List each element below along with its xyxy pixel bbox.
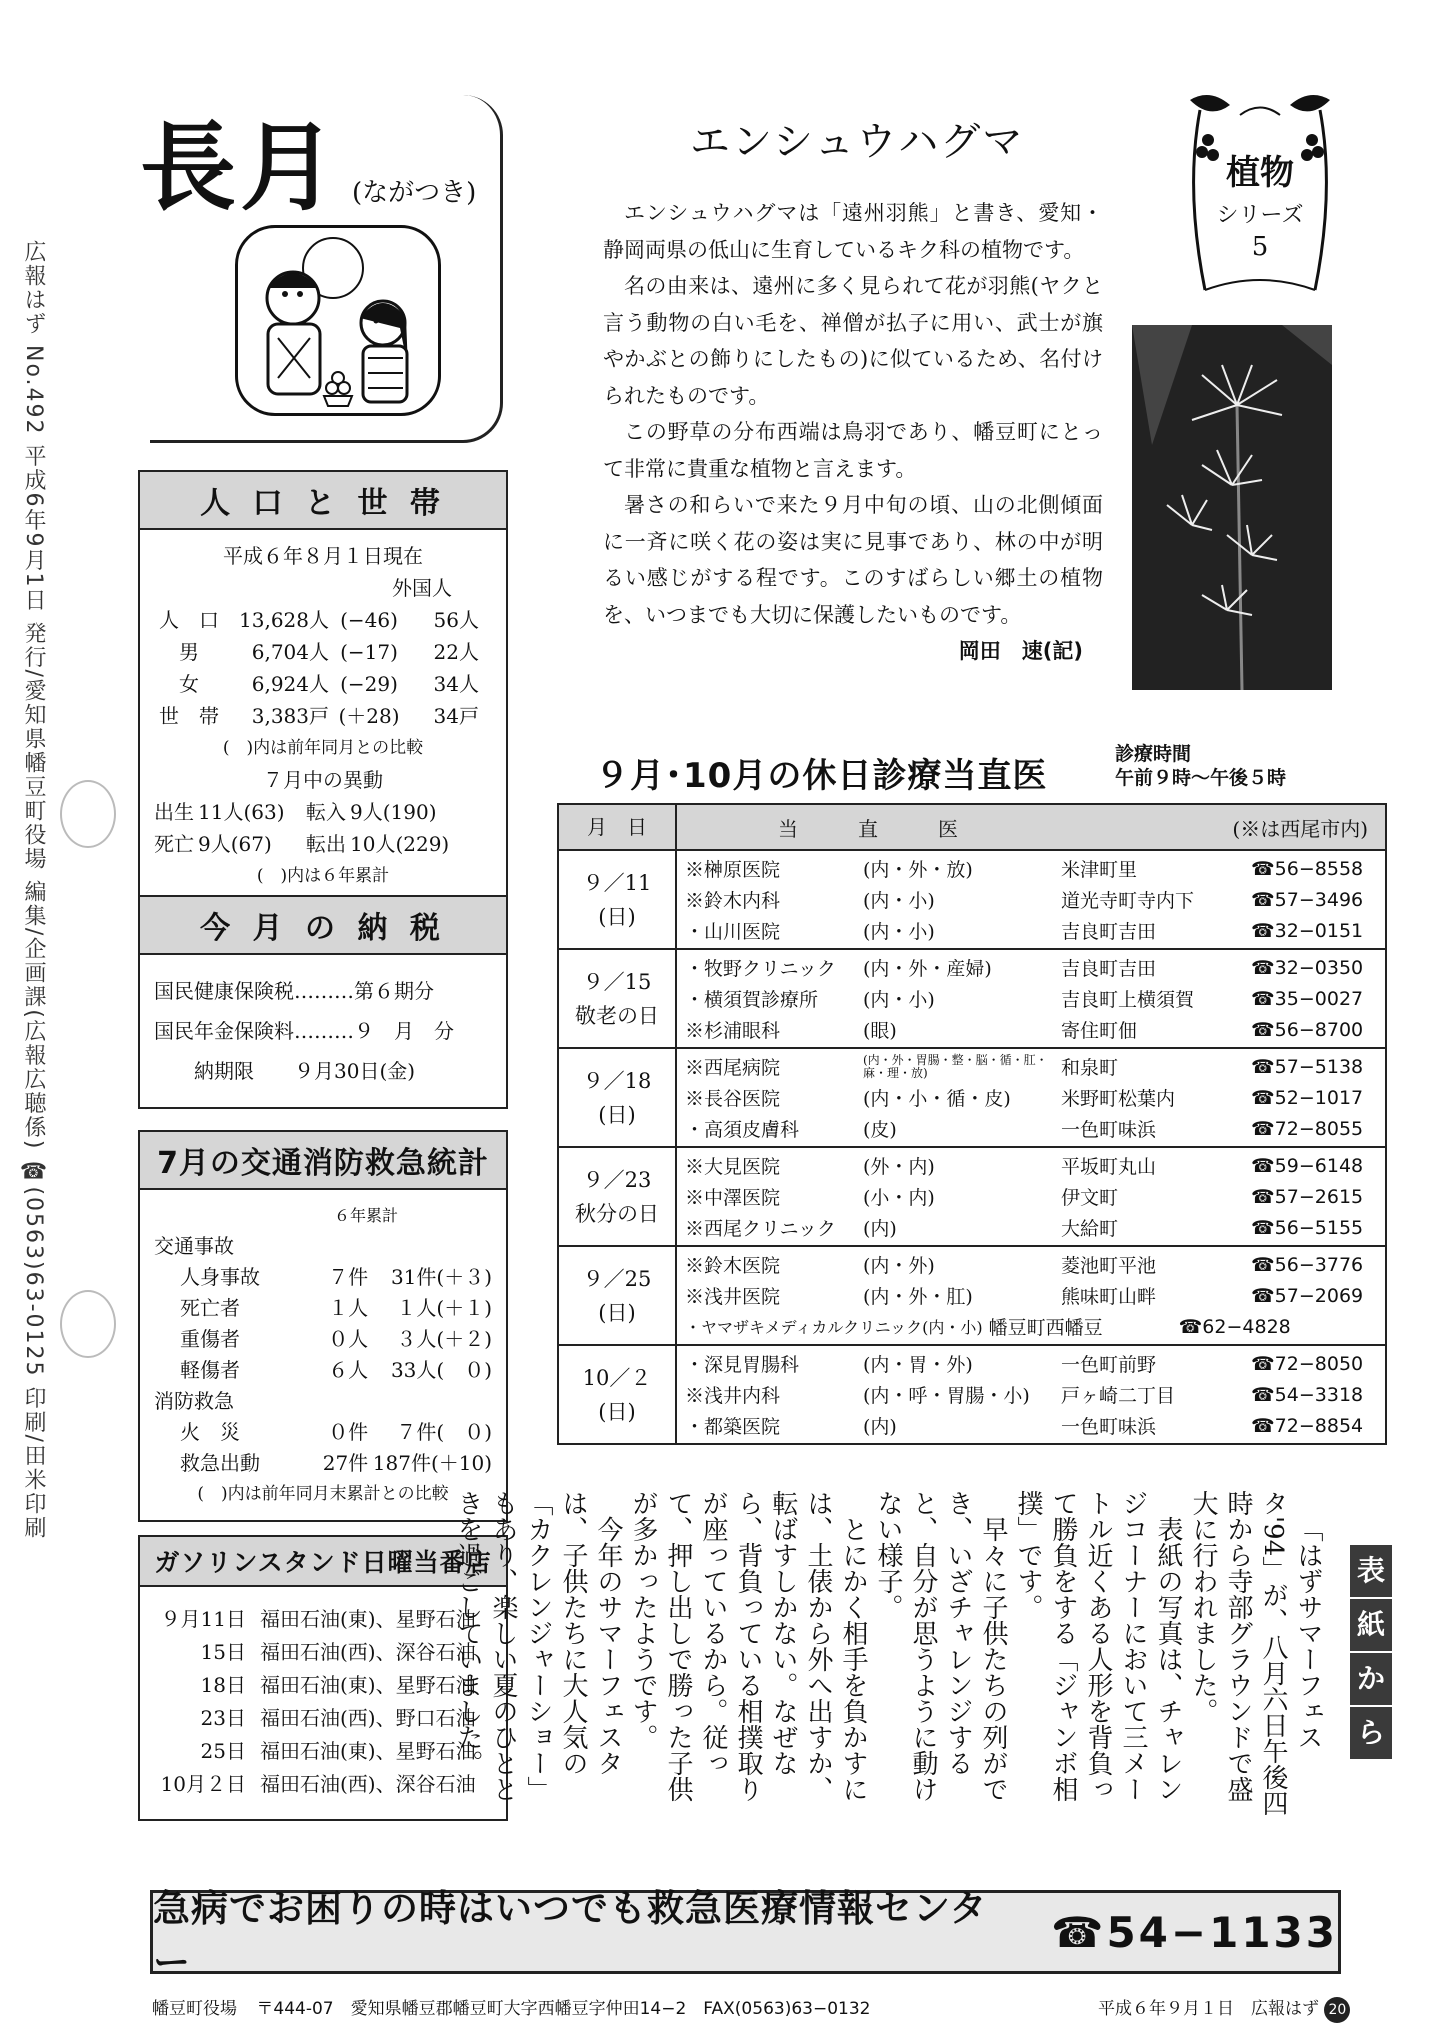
clinic-phone: ☎32−0151 [1251,919,1364,942]
population-foreign: 34戸 [433,704,479,728]
schedule-date-cell [558,1048,676,1147]
clinic-phone: ☎57−2069 [1251,1284,1364,1307]
schedule-date-cell [558,1345,676,1444]
gas-date: 25日 [200,1739,246,1763]
col-date: 月 日 [558,804,676,850]
article-body [603,195,1103,670]
col-doctor-label: 当 直 医 [778,816,958,841]
doctor-row [685,853,1377,884]
clinic-name: ・都築医院 [685,1416,781,1438]
clinic-name: ※浅井医院 [685,1286,781,1308]
tax-line-2: 国民年金保険料………９ 月 分 [154,1019,454,1043]
clinic-name: ・山川医院 [685,921,781,943]
cover-label-char: 表 [1350,1545,1392,1599]
clinic-name: ※西尾クリニック [685,1218,836,1240]
traffic-value: ０件 [328,1420,369,1444]
schedule-date: 10／２ [582,1365,652,1390]
clinic-phone: ☎57−2615 [1251,1185,1364,1208]
clinic-name: ※浅井内科 [685,1385,781,1407]
clinic-address: 平坂町丸山 [1061,1156,1157,1178]
schedule-date-cell [558,949,676,1048]
schedule-day: (日) [598,1300,636,1325]
population-as-of: 平成６年８月１日現在 [223,544,423,568]
schedule-day: 秋分の日 [575,1201,659,1226]
clinic-department: (内・外・胃腸・整・脳・循・肛・麻・理・放) [863,1052,1048,1080]
doctor-row [685,1410,1377,1441]
clinic-department: (眼) [863,1020,897,1042]
schedule-group [558,850,1386,949]
article-paragraph: 名の由来は、遠州に多く見られて花が羽熊(ヤクと言う動物の白い毛を、禅僧が払子に用い、武士が旗やかぶとの飾りにしたもの)に似ているため、名付けられたものです。 [603,274,1103,408]
population-foreign: 22人 [433,640,479,664]
article-paragraph: エンシュウハグマは「遠州羽熊」と書き、愛知・静岡両県の低山に生育しているキク科の植物です。 [603,201,1103,262]
doctor-row [685,1082,1377,1113]
doctor-row [685,915,1377,946]
clinic-name: ※西尾病院 [685,1057,781,1079]
clinic-phone: ☎72−8050 [1251,1352,1364,1375]
gas-heading: ガソリンスタンド日曜当番店 [140,1537,506,1587]
traffic-label: 救急出動 [180,1451,260,1475]
traffic-label: 人身事故 [180,1265,260,1289]
movement-value: 10人(229) [350,832,450,856]
traffic-label: 死亡者 [180,1296,240,1320]
gas-shops: 福田石油(西)、野口石油 [260,1706,476,1730]
cover-label-char: ら [1356,1716,1385,1749]
page-number: 20 [1324,1997,1350,2023]
article-paragraph: 暑さの和らいで来た９月中旬の頃、山の北側傾面に一斉に咲く花の姿は実に見事であり、林の中が明るい感じがする程です。このすばらしい郷土の植物を、いつまでも大切に保護したいものです。 [603,493,1103,627]
gas-date: 15日 [200,1640,246,1664]
population-diff: (−29) [340,672,398,696]
clinic-department: (内・小・循・皮) [863,1088,1011,1110]
traffic-cumulative: ７件( ０) [396,1420,492,1444]
punch-hole-bottom [60,1290,116,1358]
movement-value: 9人(190) [350,800,437,824]
gas-row [154,1768,492,1801]
clinic-phone: ☎57−5138 [1251,1055,1364,1078]
clinic-phone: ☎35−0027 [1251,987,1364,1010]
gas-row [154,1735,492,1768]
schedule-doctors-cell [676,949,1386,1048]
doctor-row [685,1181,1377,1212]
article-author: 岡田 速(記) [958,639,1083,663]
foreign-label: 外国人 [392,576,452,600]
traffic-value: 27件 [322,1451,369,1475]
schedule-group [558,1147,1386,1246]
doctor-row [685,952,1377,983]
cover-paragraph: 「はずサマーフェスタ'94」が、八月六日午後四時から寺部グラウンドで盛大に行われました。 [1188,1490,1323,1817]
article-title: エンシュウハグマ [690,119,1025,165]
clinic-name: ※杉浦眼科 [685,1020,781,1042]
traffic-box [138,1130,508,1522]
gas-shops: 福田石油(東)、星野石油 [260,1739,476,1763]
schedule-date: ９／18 [582,1068,652,1093]
traffic-cumulative: 31件(＋３) [390,1265,492,1289]
duty-doctor-table [557,803,1387,1445]
gas-shops: 福田石油(東)、星野石油 [260,1607,476,1631]
clinic-department: (皮) [863,1119,897,1141]
schedule-date: ９／15 [582,969,652,994]
tax-box [138,895,508,1109]
series-title: 植物 [1226,153,1294,193]
clinic-name: ・牧野クリニック [685,958,836,980]
traffic-section-2: 消防救急 [154,1389,234,1413]
doctor-row [685,1280,1377,1311]
clinic-address: 米野町松葉内 [1061,1088,1176,1110]
population-note2: ( )内は６年累計 [256,866,390,886]
schedule-date: ９／23 [582,1167,652,1192]
schedule-title: ９月･10月の休日診療当直医 [595,756,1048,796]
population-row [154,668,492,700]
cover-article [453,1490,1325,1820]
schedule-date-cell [558,850,676,949]
schedule-date-cell [558,1246,676,1345]
cover-label-char: か [1350,1653,1392,1707]
doctor-row [685,1379,1377,1410]
clinic-department: (内・小) [922,1318,983,1337]
population-label: 世 帯 [159,704,219,728]
schedule-group [558,1048,1386,1147]
population-row [154,636,492,668]
traffic-value: ６人 [328,1358,369,1382]
traffic-row [154,1324,492,1355]
schedule-date: ９／11 [582,870,652,895]
col-doctor [676,804,1386,850]
clinic-department: (外・内) [863,1156,935,1178]
traffic-cumulative: １人(＋１) [396,1296,492,1320]
moon-viewing-illustration [235,225,441,416]
population-label: 男 [179,640,199,664]
population-label: 人 口 [159,608,219,632]
plant-series-emblem [1180,90,1340,300]
gas-date: 18日 [200,1673,246,1697]
cover-label-char: 紙 [1350,1599,1392,1653]
footer-office [152,1994,870,2019]
gas-row [154,1702,492,1735]
gas-date: 10月２日 [160,1772,246,1796]
clinic-department: (内・胃・外) [863,1354,973,1376]
cover-paragraph: とにかく相手を負かすには、土俵から外へ出すか、転ばすしかない。なぜなら、背負っている相撲取りが座っているから。従って、押し出しで勝った子供が多かったようです。 [628,1490,868,1802]
population-diff: (＋28) [338,704,400,728]
schedule-day: (日) [598,904,636,929]
tax-deadline-label: 納期限 [194,1059,254,1083]
traffic-row [154,1355,492,1386]
clinic-department: (内・外・肛) [863,1286,973,1308]
traffic-label: 重傷者 [180,1327,240,1351]
traffic-cumulative: ３人(＋２) [396,1327,492,1351]
population-value: 6,924人 [251,672,329,696]
doctor-row [685,1348,1377,1379]
population-row [154,700,492,732]
clinic-address: 幡豆町西幡豆 [988,1317,1103,1339]
doctor-row [685,983,1377,1014]
punch-hole-top [60,780,116,848]
gas-row [154,1636,492,1669]
gas-row [154,1603,492,1636]
schedule-date: ９／25 [582,1266,652,1291]
clinic-name: ・横須賀診療所 [685,989,819,1011]
traffic-label: 軽傷者 [180,1358,240,1382]
clinic-phone: ☎72−8854 [1251,1414,1364,1437]
emergency-banner [150,1887,1341,1984]
clinic-department: (内・小) [863,890,935,912]
clinic-department: (内・外・産婦) [863,958,992,980]
series-number: 5 [1251,232,1269,262]
cover-paragraph: 表紙の写真は、チャレンジコーナーにおいて三メートル近くある人形を背負って勝負をする「ジャンボ相撲」です。 [1013,1490,1183,1802]
population-diff: (−46) [340,608,398,632]
clinic-phone: ☎56−8558 [1251,857,1364,880]
clinic-address: 和泉町 [1061,1057,1119,1079]
footer-issue [1098,1994,1350,2023]
gas-shops: 福田石油(東)、星野石油 [260,1673,476,1697]
traffic-row [154,1262,492,1293]
clinic-name: ※長谷医院 [685,1088,781,1110]
clinic-department: (小・内) [863,1187,935,1209]
traffic-row [154,1448,492,1479]
population-foreign: 56人 [433,608,479,632]
doctor-row [685,1212,1377,1243]
clinic-phone: ☎52−1017 [1251,1086,1364,1109]
clinic-phone: ☎54−3318 [1251,1383,1364,1406]
schedule-group [558,949,1386,1048]
clinic-department: (内・外・放) [863,859,973,881]
traffic-cumulative-label: ６年累計 [334,1206,399,1225]
population-diff: (−17) [340,640,398,664]
clinic-department: (内・外) [863,1255,935,1277]
population-label: 女 [179,672,199,696]
schedule-group [558,1246,1386,1345]
clinic-name: ※中澤医院 [685,1187,781,1209]
clinic-name: ・ヤマザキメディカルクリニック [685,1318,923,1337]
clinic-address: 大給町 [1061,1218,1119,1240]
population-row [154,604,492,636]
cover-label [1350,1545,1392,1759]
doctor-row [685,1113,1377,1144]
traffic-label: 火 災 [180,1420,240,1444]
clinic-department: (内・小) [863,989,935,1011]
movement-label: 転入 [306,800,346,824]
clinic-address: 米津町里 [1061,859,1138,881]
population-value: 3,383戸 [251,704,329,728]
gas-row [154,1669,492,1702]
schedule-hours [1115,742,1286,790]
schedule-doctors-cell [676,1345,1386,1444]
clinic-phone: ☎56−5155 [1251,1216,1364,1239]
footer-office-name: 幡豆町役場 [152,1999,237,2019]
schedule-doctors-cell [676,850,1386,949]
movement-value: 9人(67) [198,832,272,856]
clinic-name: ※大見医院 [685,1156,781,1178]
clinic-address: 伊文町 [1061,1187,1119,1209]
spine-text: 広報はず No.492 平成6年9月1日 発行/愛知県幡豆町役場 編集/企画課(広報広聴係) ☎(0563)63-0125 印刷/田米印刷 [21,240,46,1540]
clinic-address: 戸ヶ崎二丁目 [1061,1385,1176,1407]
clinic-address: 熊味町山畔 [1061,1286,1157,1308]
doctor-row [685,1014,1377,1045]
masthead-title: 長月 [140,111,340,224]
emergency-tel: ☎54−1133 [1051,1907,1338,1957]
population-note1: ( )内は前年同月との比較 [222,738,424,758]
clinic-address: 一色町味浜 [1061,1119,1157,1141]
clinic-name: ※鈴木医院 [685,1255,781,1277]
article-paragraph: この野草の分布西端は鳥羽であり、幡豆町にとって非常に貴重な植物と言えます。 [603,420,1103,481]
series-label: シリーズ [1216,203,1304,228]
schedule-hours-label: 診療時間 [1115,743,1192,765]
clinic-name: ※鈴木内科 [685,890,781,912]
clinic-phone: ☎72−8055 [1251,1117,1364,1140]
gas-date: ９月11日 [160,1607,246,1631]
movement-label: 転出 [306,832,346,856]
movement-label: 死亡 [154,832,194,856]
clinic-phone: ☎32−0350 [1251,956,1364,979]
doctor-row [685,1311,1377,1342]
population-value: 13,628人 [239,608,329,632]
traffic-cumulative: 187件(＋10) [372,1451,492,1475]
population-heading: 人 口 と 世 帯 [140,472,506,530]
traffic-value: １人 [328,1296,369,1320]
schedule-hours-value: 午前９時〜午後５時 [1115,767,1287,789]
clinic-department: (内) [863,1416,897,1438]
masthead-kana: (ながつき) [352,178,477,208]
clinic-address: 吉良町上横須賀 [1061,989,1195,1011]
footer-date: 平成６年９月１日 広報はず [1098,1999,1319,2019]
doctor-row [685,884,1377,915]
gas-date: 23日 [200,1706,246,1730]
movement-row [154,796,492,828]
cover-paragraph: 早々に子供たちの列ができ、いざチャレンジすると、自分が思うように動けない様子。 [873,1490,1008,1802]
clinic-department: (内・小) [863,921,935,943]
emergency-text: 急病でお困りの時はいつでも救急医療情報センター [153,1887,988,1984]
movement-row [154,828,492,860]
clinic-address: 吉良町吉田 [1061,921,1157,943]
schedule-doctors-cell [676,1048,1386,1147]
traffic-cumulative: 33人( ０) [390,1358,492,1382]
traffic-value: ０人 [328,1327,369,1351]
clinic-address: 菱池町平池 [1061,1255,1157,1277]
population-box [138,470,508,904]
schedule-day: (日) [598,1399,636,1424]
clinic-department: (内・呼・胃腸・小) [863,1385,1030,1407]
schedule-doctors-cell [676,1147,1386,1246]
clinic-phone: ☎59−6148 [1251,1154,1364,1177]
clinic-name: ・深見胃腸科 [685,1354,800,1376]
schedule-date-cell [558,1147,676,1246]
tax-deadline-value: ９月30日(金) [294,1059,416,1083]
traffic-row [154,1293,492,1324]
traffic-row [154,1417,492,1448]
clinic-address: 一色町味浜 [1061,1416,1157,1438]
schedule-doctors-cell [676,1246,1386,1345]
clinic-department: (内) [863,1218,897,1240]
gas-shops: 福田石油(西)、深谷石油 [260,1640,476,1664]
clinic-name: ・高須皮膚科 [685,1119,800,1141]
movement-title: ７月中の異動 [263,768,383,792]
traffic-note: ( )内は前年同月末累計との比較 [197,1484,449,1504]
doctor-row [685,1249,1377,1280]
movement-value: 11人(63) [198,800,285,824]
footer-address: 〒444-07 愛知県幡豆郡幡豆町大字西幡豆字仲田14−2 FAX(0563)63−0132 [256,1999,871,2019]
gas-shops: 福田石油(西)、深谷石油 [260,1772,476,1796]
col-note: (※は西尾市内) [1232,816,1368,841]
plant-photo [1132,325,1332,690]
schedule-group [558,1345,1386,1444]
clinic-address: 道光寺町寺内下 [1061,890,1195,912]
traffic-value: ７件 [328,1265,369,1289]
clinic-address: 吉良町吉田 [1061,958,1157,980]
population-foreign: 34人 [433,672,479,696]
population-value: 6,704人 [251,640,329,664]
doctor-row [685,1051,1377,1082]
clinic-phone: ☎57−3496 [1251,888,1364,911]
clinic-phone: ☎56−3776 [1251,1253,1364,1276]
tax-heading: 今 月 の 納 税 [140,897,506,955]
clinic-address: 一色町前野 [1061,1354,1157,1376]
traffic-section-1: 交通事故 [154,1234,234,1258]
clinic-address: 寄住町佃 [1061,1020,1138,1042]
cover-paragraph: 今年のサマーフェスタは、子供たちに大人気の「カクレンジャーショー」もあり、楽しい夏のひとときを過ごしていました。 [453,1490,623,1802]
doctor-row [685,1150,1377,1181]
movement-label: 出生 [154,800,194,824]
schedule-day: (日) [598,1102,636,1127]
traffic-heading: 7月の交通消防救急統計 [140,1132,506,1190]
clinic-name: ※榊原医院 [685,859,781,881]
schedule-day: 敬老の日 [575,1003,659,1028]
clinic-phone: ☎56−8700 [1251,1018,1364,1041]
tax-line-1: 国民健康保険税………第６期分 [154,979,434,1003]
clinic-phone: ☎62−4828 [1178,1315,1291,1338]
